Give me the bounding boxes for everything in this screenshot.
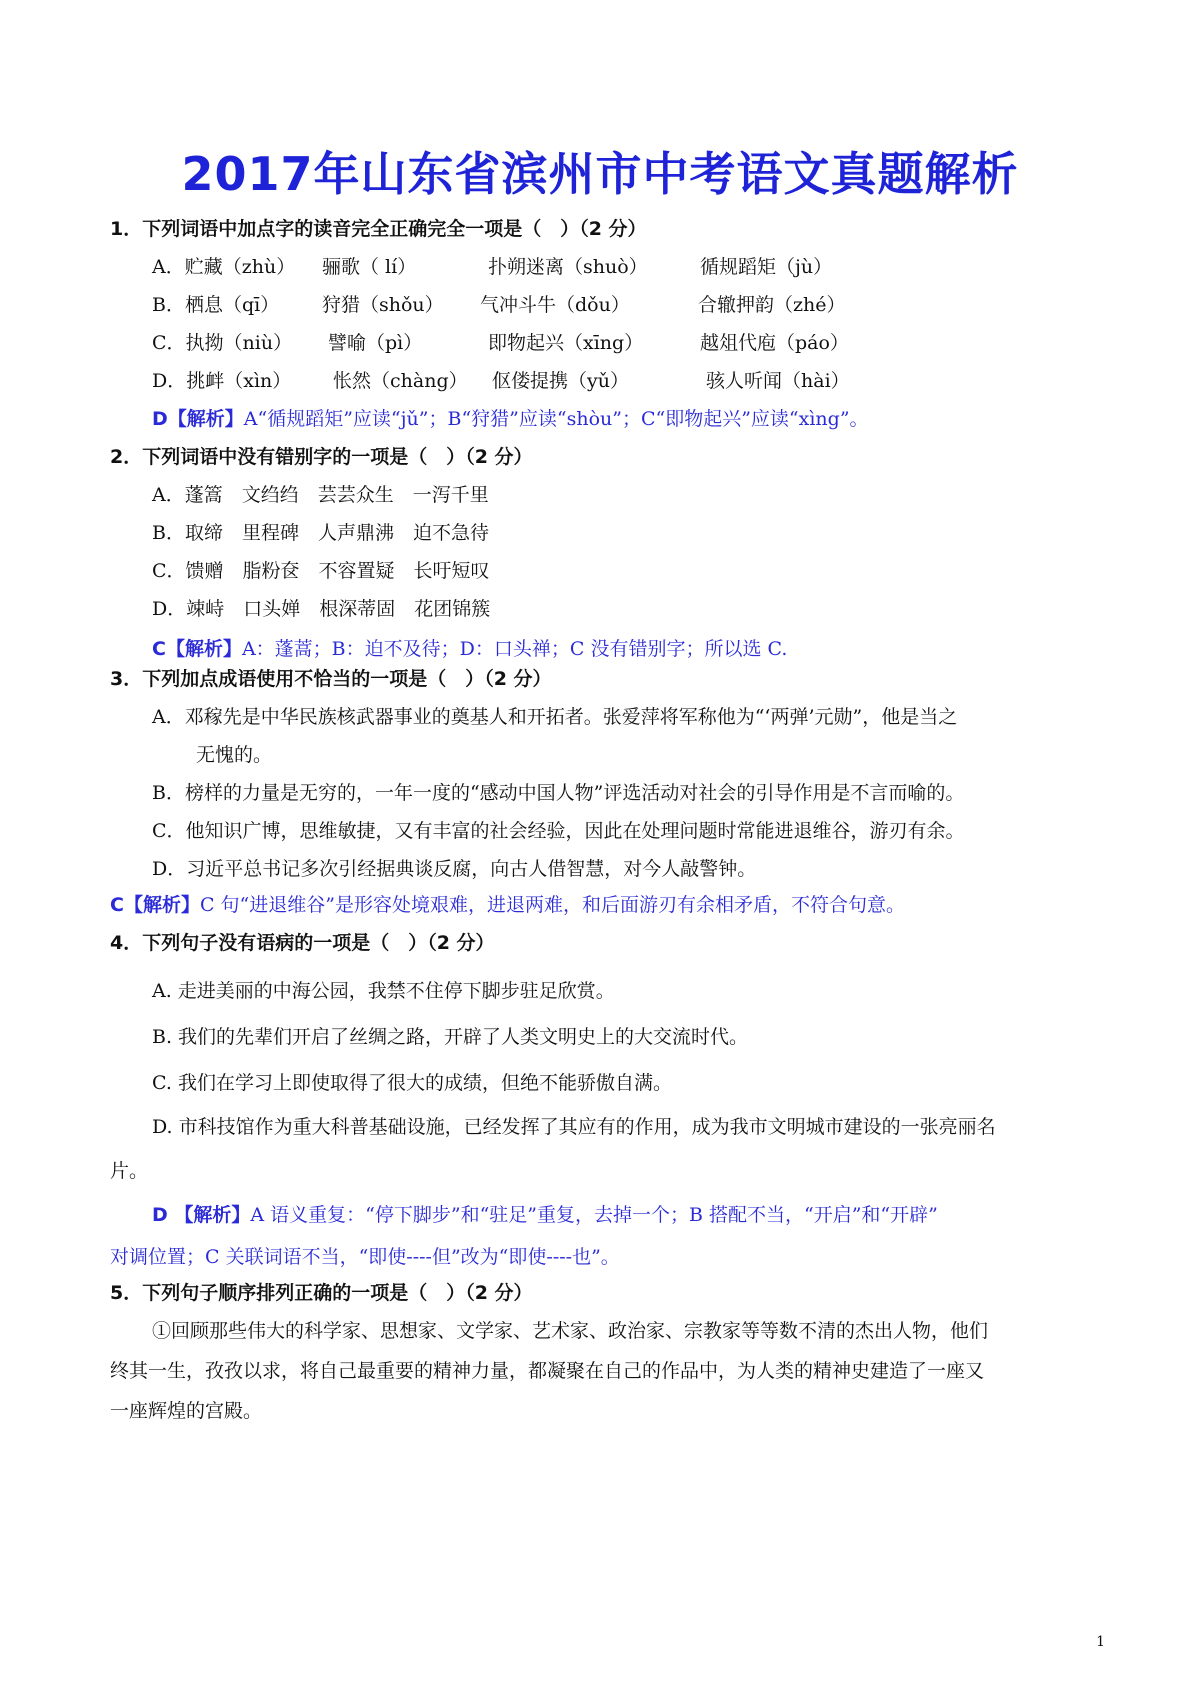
q1-option-a-4: 循规蹈矩（jù） bbox=[700, 256, 833, 278]
q1-option-a-3: 扑朔迷离（shuò） bbox=[488, 256, 648, 278]
q4-option-a: A. 走进美丽的中海公园，我禁不住停下脚步驻足欣赏。 bbox=[152, 980, 615, 1002]
q1-answer-analysis bbox=[152, 404, 869, 431]
q2-option-a: A．蓬篙 文绉绉 芸芸众生 一泻千里 bbox=[152, 484, 489, 506]
q3-option-b: B．榜样的力量是无穷的，一年一度的“感动中国人物”评选活动对社会的引导作用是不言而喻的。 bbox=[152, 782, 965, 804]
q4-answer-analysis-line1 bbox=[152, 1200, 938, 1227]
q1-option-a-1: A．贮藏（zhù） bbox=[152, 256, 296, 278]
page-number: 1 bbox=[1096, 1634, 1105, 1650]
question-2-stem: 2．下列词语中没有错别字的一项是（ ）（2 分） bbox=[110, 446, 533, 468]
q4-answer-text-1: A 语义重复：“停下脚步”和“驻足”重复，去掉一个；B 搭配不当，“开启”和“开辟” bbox=[250, 1204, 938, 1226]
q1-option-a-2: 骊歌（ lí） bbox=[322, 256, 417, 278]
page-title: 2017年山东省滨州市中考语文真题解析 bbox=[181, 147, 1019, 201]
q2-option-b: B．取缔 里程碑 人声鼎沸 迫不急待 bbox=[152, 522, 489, 544]
q3-option-c: C．他知识广博，思维敏捷，又有丰富的社会经验，因此在处理问题时常能进退维谷，游刃有余。 bbox=[152, 820, 965, 842]
q3-option-d: D．习近平总书记多次引经据典谈反腐，向古人借智慧，对今人敲警钟。 bbox=[152, 858, 757, 880]
q3-answer-analysis bbox=[110, 890, 905, 917]
q3-answer-text: C 句“进退维谷”是形容处境艰难，进退两难，和后面游刃有余相矛盾，不符合句意。 bbox=[199, 894, 905, 916]
q4-answer-text-2: 对调位置；C 关联词语不当，“即使----但”改为“即使----也”。 bbox=[110, 1246, 620, 1268]
question-3-stem: 3．下列加点成语使用不恰当的一项是（ ）（2 分） bbox=[110, 668, 552, 690]
q1-option-c-1: C．执拗（niù） bbox=[152, 332, 293, 354]
q1-option-c-4: 越俎代庖（páo） bbox=[700, 332, 849, 354]
q4-answer-key: D 【解析】 bbox=[152, 1204, 251, 1226]
q5-passage-line3: 一座辉煌的宫殿。 bbox=[110, 1400, 263, 1422]
q1-option-b-3: 气冲斗牛（dǒu） bbox=[480, 294, 630, 316]
question-4-stem: 4．下列句子没有语病的一项是（ ）（2 分） bbox=[110, 932, 495, 954]
q2-answer-key: C【解析】 bbox=[152, 638, 242, 660]
q1-option-b-2: 狩猎（shǒu） bbox=[322, 294, 444, 316]
q1-option-d-3: 伛偻提携（yǔ） bbox=[492, 370, 629, 392]
q4-option-c: C. 我们在学习上即使取得了很大的成绩，但绝不能骄傲自满。 bbox=[152, 1072, 672, 1094]
q4-option-b: B. 我们的先辈们开启了丝绸之路，开辟了人类文明史上的大交流时代。 bbox=[152, 1026, 749, 1048]
q2-option-d: D．竦峙 口头婵 根深蒂固 花团锦簇 bbox=[152, 598, 491, 620]
q1-option-c-2: 譬喻（pì） bbox=[328, 332, 423, 354]
q1-answer-key: D【解析】 bbox=[152, 408, 244, 430]
q1-option-b-4: 合辙押韵（zhé） bbox=[698, 294, 846, 316]
q2-option-c: C．馈赠 脂粉奁 不容置疑 长吁短叹 bbox=[152, 560, 490, 582]
q1-option-d-4: 骇人听闻（hài） bbox=[706, 370, 850, 392]
question-1-stem: 1．下列词语中加点字的读音完全正确完全一项是（ ）（2 分） bbox=[110, 218, 647, 240]
q2-answer-analysis bbox=[152, 634, 787, 661]
q5-passage-line2: 终其一生，孜孜以求，将自己最重要的精神力量，都凝聚在自己的作品中，为人类的精神史建造了一座又 bbox=[110, 1360, 985, 1382]
q5-passage-line1: ①回顾那些伟大的科学家、思想家、文学家、艺术家、政治家、宗教家等等数不清的杰出人物，他们 bbox=[152, 1320, 989, 1342]
q3-option-a-line2: 无愧的。 bbox=[196, 744, 273, 766]
q1-option-d-1: D．挑衅（xìn） bbox=[152, 370, 292, 392]
q3-option-a-line1: A．邓稼先是中华民族核武器事业的奠基人和开拓者。张爱萍将军称他为“‘两弹’元勋”，他是当之 bbox=[152, 706, 958, 728]
q1-option-c-3: 即物起兴（xīng） bbox=[488, 332, 644, 354]
q4-option-d-line2: 片。 bbox=[110, 1160, 149, 1182]
q1-answer-text: A“循规蹈矩”应读“jǔ”；B“狩猎”应读“shòu”；C“即物起兴”应读“xìng”。 bbox=[243, 408, 869, 430]
q4-option-d-line1: D. 市科技馆作为重大科普基础设施，已经发挥了其应有的作用，成为我市文明城市建设的一张亮丽名 bbox=[152, 1116, 996, 1138]
q1-option-b-1: B．栖息（qī） bbox=[152, 294, 280, 316]
q3-answer-key: C【解析】 bbox=[110, 894, 200, 916]
q2-answer-text: A：蓬蒿；B：迫不及待；D：口头禅；C 没有错别字；所以选 C. bbox=[241, 638, 788, 660]
q1-option-d-2: 怅然（chàng） bbox=[333, 370, 468, 392]
question-5-stem: 5．下列句子顺序排列正确的一项是（ ）（2 分） bbox=[110, 1282, 533, 1304]
